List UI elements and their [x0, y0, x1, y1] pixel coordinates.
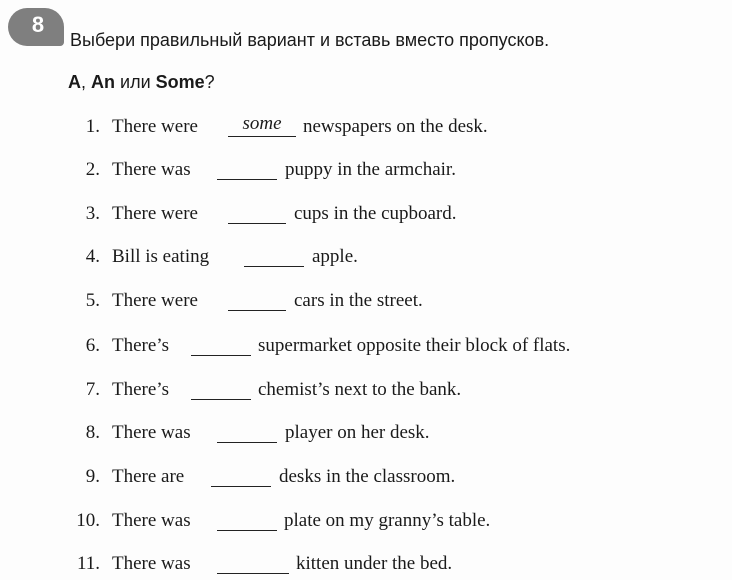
item-text-before: There was — [112, 510, 191, 531]
exercise-instruction: Выбери правильный вариант и вставь вместо пропусков. — [70, 30, 550, 50]
item-text-before: Bill is eating — [112, 246, 210, 267]
exercise-number: 8 — [31, 12, 45, 37]
item-text-after: desks in the classroom. — [279, 466, 456, 487]
item-number: 4. — [85, 246, 100, 267]
item-text-after: puppy in the armchair. — [285, 159, 456, 180]
item-text-after: player on her desk. — [285, 422, 430, 443]
item-text-before: There was — [112, 553, 191, 574]
item-text-after: chemist’s next to the bank. — [258, 379, 462, 400]
subtitle-option-some: Some — [155, 72, 205, 92]
answer-blank[interactable] — [217, 155, 277, 180]
answer-blank[interactable] — [217, 549, 289, 574]
item-number: 5. — [85, 290, 100, 311]
item-text-before: There was — [112, 422, 191, 443]
item-number: 11. — [76, 553, 100, 574]
answer-blank[interactable] — [191, 375, 251, 400]
answer-blank[interactable]: some — [228, 112, 296, 137]
item-text-after: kitten under the bed. — [296, 553, 453, 574]
item-text-after: plate on my granny’s table. — [284, 510, 491, 531]
item-text-after: cars in the street. — [294, 290, 423, 311]
subtitle-option-an: An — [91, 72, 116, 92]
item-number: 8. — [85, 422, 100, 443]
item-text-before: There were — [112, 290, 198, 311]
subtitle-or: или — [115, 72, 156, 92]
item-text-before: There are — [112, 466, 185, 487]
answer-blank[interactable] — [191, 331, 251, 356]
answer-blank[interactable] — [228, 199, 286, 224]
subtitle-option-a: A — [68, 72, 81, 92]
item-text-before: There’s — [112, 335, 169, 356]
answer-blank[interactable] — [228, 286, 286, 311]
item-number: 7. — [85, 379, 100, 400]
item-number: 3. — [85, 203, 100, 224]
item-text-after: apple. — [312, 246, 358, 267]
answer-blank[interactable] — [211, 462, 271, 487]
item-text-before: There was — [112, 159, 191, 180]
item-text-after: cups in the cupboard. — [294, 203, 457, 224]
item-text-after: newspapers on the desk. — [303, 116, 488, 137]
item-number: 9. — [85, 466, 100, 487]
subtitle-separator: , — [81, 72, 92, 92]
item-number: 6. — [85, 335, 100, 356]
item-text-before: There’s — [112, 379, 169, 400]
answer-blank[interactable] — [217, 506, 277, 531]
subtitle-question-mark: ? — [204, 72, 215, 92]
item-text-before: There were — [112, 116, 198, 137]
item-text-before: There were — [112, 203, 198, 224]
item-number: 10. — [76, 510, 100, 531]
answer-blank[interactable] — [217, 418, 277, 443]
item-text-after: supermarket opposite their block of flats. — [258, 335, 571, 356]
item-number: 2. — [85, 159, 100, 180]
item-number: 1. — [85, 116, 100, 137]
answer-blank[interactable] — [244, 242, 304, 267]
